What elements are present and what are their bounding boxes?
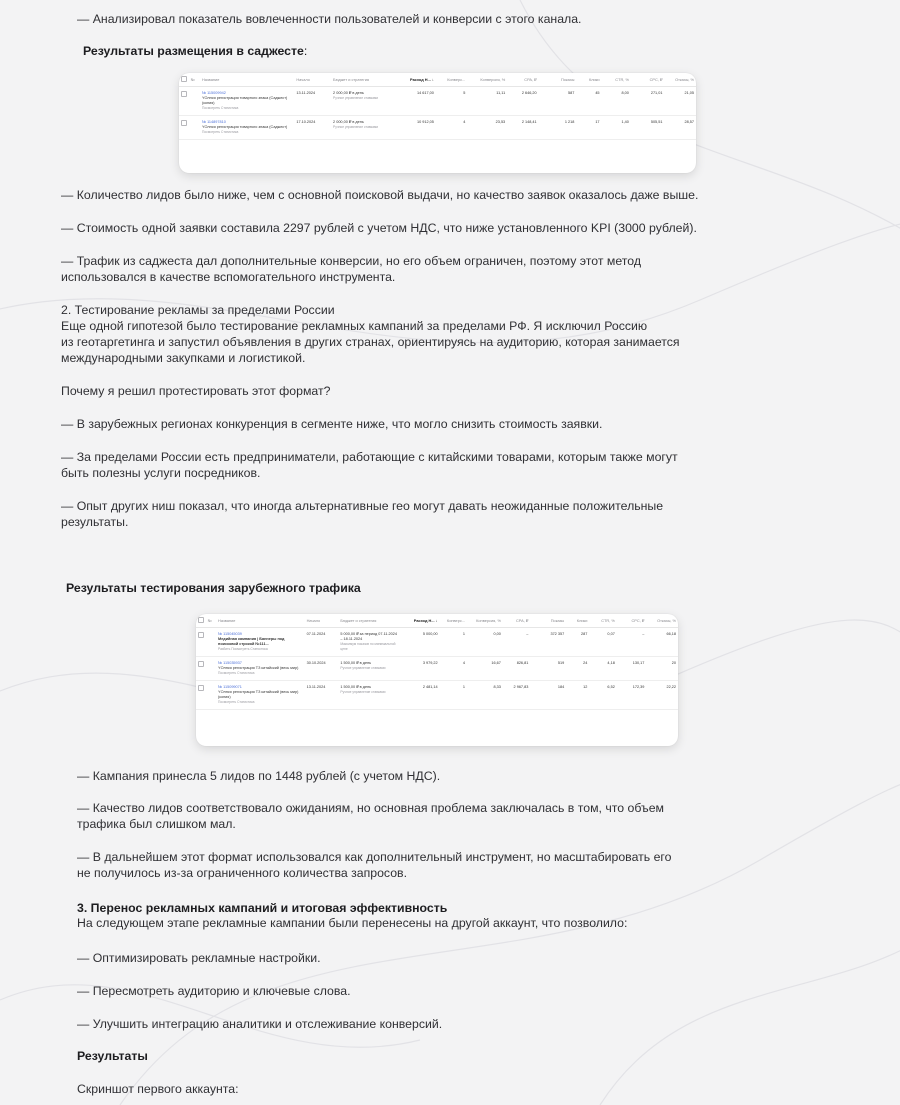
spend-cell: 5 000,00 <box>400 628 440 657</box>
row-type-cell <box>205 681 216 710</box>
table-header-row <box>179 73 696 87</box>
strategy-value: Ручное управление ставками <box>333 96 379 100</box>
foreign-point-3-cont: не получилось из-за ограниченного количества запросов. <box>77 866 407 880</box>
clicks-cell: 287 <box>566 628 589 657</box>
section-2-line-2: из геотаргетинга и запустил объявления в других странах, ориентируясь на аудиторию, которая занимается <box>61 335 680 349</box>
start-date-cell: 13.11.2024 <box>305 681 339 710</box>
cpc-cell: 130,17 <box>617 657 647 681</box>
budget-cell <box>331 116 394 140</box>
campaign-links[interactable]: Разбить Посмотреть Статистика <box>218 647 268 651</box>
table-row[interactable] <box>196 628 678 657</box>
table-header-cell[interactable]: CPC, ₽ <box>631 73 665 87</box>
select-all-checkbox[interactable] <box>181 76 187 82</box>
table-header-cell[interactable]: Конверсия, % <box>467 73 507 87</box>
conversions-cell: 1 <box>440 681 467 710</box>
section-2-title: 2. Тестирование рекламы за пределами России <box>61 303 335 317</box>
table-header-cell[interactable]: Отказы, % <box>664 73 696 87</box>
table-header-cell[interactable]: Начало <box>305 614 339 628</box>
budget-cell <box>331 87 394 116</box>
row-checkbox-cell[interactable] <box>196 657 205 681</box>
campaign-links[interactable]: Посмотреть Статистика <box>218 671 255 675</box>
foreign-point-3: — В дальнейшем этот формат использовался как дополнительный инструмент, но масштабировать его <box>77 850 672 864</box>
table-row[interactable] <box>196 657 678 681</box>
bounce-cell: 66,18 <box>646 628 678 657</box>
budget-value: 2 000,00 ₽ в день <box>333 91 364 95</box>
foreign-point-1: — Кампания принесла 5 лидов по 1448 рублей (с учетом НДС). <box>77 769 441 783</box>
row-checkbox-cell[interactable] <box>179 87 188 116</box>
row-type-cell <box>188 87 200 116</box>
reason-3-cont: результаты. <box>61 515 129 529</box>
row-checkbox-cell[interactable] <box>196 628 205 657</box>
cpc-cell: 271,01 <box>631 87 665 116</box>
results-heading: Результаты <box>77 1049 148 1063</box>
campaign-id-link[interactable]: № 115099071 <box>218 685 242 689</box>
table-row[interactable] <box>179 87 696 116</box>
campaign-name-cell <box>200 87 294 116</box>
table-row[interactable] <box>179 116 696 140</box>
strategy-value: Ручное управление ставками <box>340 690 386 694</box>
campaign-links[interactable]: Посмотреть Статистика <box>201 106 239 110</box>
table-header-cell[interactable]: Начало <box>294 73 331 87</box>
impressions-cell: 1 218 <box>539 116 577 140</box>
campaign-name[interactable]: Медийная кампания | Баннеры под поисковой строкой №111... <box>218 637 285 646</box>
clicks-cell: 12 <box>566 681 589 710</box>
conversion-rate-cell: 11,11 <box>467 87 507 116</box>
cpc-cell: – <box>617 628 647 657</box>
table-header-cell[interactable]: CPC, ₽ <box>617 614 647 628</box>
table-header-cell[interactable]: Бюджет и стратегия <box>331 73 394 87</box>
start-date-cell: 13.11.2024 <box>294 87 331 116</box>
table-header-cell[interactable]: Клики <box>566 614 589 628</box>
budget-value: 1 500,00 ₽ в день <box>340 661 372 665</box>
conversions-cell: 5 <box>436 87 467 116</box>
ctr-cell: 0,07 <box>589 628 616 657</box>
conversions-cell: 4 <box>440 657 467 681</box>
table-header-cell[interactable]: Отказы, % <box>646 614 678 628</box>
table-header-cell[interactable]: № <box>188 73 200 87</box>
clicks-cell: 17 <box>576 116 601 140</box>
budget-cell <box>338 681 399 710</box>
conversions-cell: 1 <box>440 628 467 657</box>
foreign-point-2: — Качество лидов соответствовало ожиданиям, но основная проблема заключалась в том, что объем <box>77 801 664 815</box>
campaign-name[interactable]: YОлнся регистрация ТЗ китайский (весь мир) (копия) <box>218 690 299 699</box>
campaign-id-link[interactable]: № 115045039 <box>218 632 242 636</box>
bounce-cell: 22,22 <box>646 681 678 710</box>
row-checkbox[interactable] <box>198 661 204 667</box>
foreign-point-2-cont: трафика был слишком мал. <box>77 817 236 831</box>
section-3-point-3: — Улучшить интеграцию аналитики и отслеживание конверсий. <box>77 1017 443 1031</box>
budget-cell <box>338 628 399 657</box>
cpa-cell: 2 967,83 <box>503 681 530 710</box>
suggest-point-3-cont: использовался в качестве вспомогательного инструмента. <box>61 270 396 284</box>
suggest-results-heading-colon: : <box>303 44 308 58</box>
row-checkbox-cell[interactable] <box>179 116 188 140</box>
suggest-point-2: — Стоимость одной заявки составила 2297 рублей с учетом НДС, что ниже установленного KPI (3000 рублей). <box>61 221 697 235</box>
budget-value: 2 000,00 ₽ в день <box>333 120 364 124</box>
suggest-point-3: — Трафик из саджеста дал дополнительные конверсии, но его объем ограничен, поэтому этот метод <box>61 254 642 268</box>
campaign-links[interactable]: Посмотреть Статистика <box>218 700 255 704</box>
cpa-cell: 2 148,41 <box>507 116 538 140</box>
select-all-checkbox[interactable] <box>198 617 204 623</box>
conversion-rate-cell: 23,53 <box>467 116 507 140</box>
strategy-value: Ручное управление ставками <box>333 125 379 129</box>
section-2-question: Почему я решил протестировать этот формат? <box>61 384 331 398</box>
impressions-cell: 184 <box>530 681 566 710</box>
clicks-cell: 24 <box>566 657 589 681</box>
start-date-cell: 07.11.2024 <box>305 628 339 657</box>
campaign-name[interactable]: YОлнся регистрация ТЗ китайский (весь мир) <box>218 666 299 670</box>
row-checkbox-cell[interactable] <box>196 681 205 710</box>
strategy-value: Ручное управление ставками <box>340 666 386 670</box>
screenshot-caption: Скриншот первого аккаунта: <box>77 1082 239 1096</box>
bounce-cell: 20 <box>646 657 678 681</box>
table-header-cell[interactable]: Название <box>216 614 305 628</box>
cpc-cell: 172,39 <box>617 681 647 710</box>
section-3-intro: На следующем этапе рекламные кампании были перенесены на другой аккаунт, что позволило: <box>77 916 628 930</box>
table-header-cell[interactable]: Расход Н... ↓ <box>400 614 440 628</box>
table-row[interactable] <box>196 681 678 710</box>
row-checkbox[interactable] <box>181 91 187 97</box>
row-checkbox[interactable] <box>181 120 187 126</box>
section-3-point-2: — Пересмотреть аудиторию и ключевые слова. <box>77 984 351 998</box>
table-header-cell[interactable]: CPA, ₽ <box>503 614 530 628</box>
ctr-cell: 8,00 <box>602 87 631 116</box>
section-2-line-1: Еще одной гипотезой было тестирование рекламных кампаний за пределами РФ. Я исключил Россию <box>61 319 648 333</box>
reason-3: — Опыт других ниш показал, что иногда альтернативные гео могут давать неожиданные положительные <box>61 499 664 513</box>
impressions-cell: 587 <box>539 87 577 116</box>
suggest-results-table <box>179 73 696 140</box>
row-checkbox[interactable] <box>198 632 204 638</box>
conversions-cell: 4 <box>436 116 467 140</box>
foreign-results-table-card <box>196 614 678 746</box>
cpa-cell: 2 646,20 <box>507 87 538 116</box>
table-header-cell[interactable]: Расход Н... ↓ <box>394 73 436 87</box>
clicks-cell: 45 <box>576 87 601 116</box>
ctr-cell: 6,52 <box>589 681 616 710</box>
campaign-id-link[interactable]: № 115035937 <box>218 661 242 665</box>
conversion-rate-cell: 16,67 <box>467 657 503 681</box>
table-header-cell[interactable]: CPA, ₽ <box>507 73 538 87</box>
budget-value: 5 000,00 ₽ за период 07.11.2024 – 18.11.2024 <box>340 632 398 641</box>
table-header-cell[interactable]: CTR, % <box>602 73 631 87</box>
table-header-cell[interactable]: Показы <box>530 614 566 628</box>
reason-1: — В зарубежных регионах конкуренция в сегменте ниже, что могло снизить стоимость заявки. <box>61 417 603 431</box>
reason-2: — За пределами России есть предприниматели, работающие с китайскими товарами, которым также могут <box>61 450 678 464</box>
reason-2-cont: быть полезны услуги посредников. <box>61 466 261 480</box>
table-header-cell[interactable]: Название <box>200 73 294 87</box>
table-header-cell[interactable]: Клики <box>576 73 601 87</box>
cpa-cell: 826,81 <box>503 657 530 681</box>
table-header-cell[interactable]: Конверсия, % <box>467 614 503 628</box>
row-checkbox[interactable] <box>198 685 204 691</box>
strategy-value: Максимум показов по минимальной цене <box>340 642 396 651</box>
campaign-name-cell <box>200 116 294 140</box>
table-header-cell[interactable]: Бюджет и стратегия <box>338 614 399 628</box>
row-type-cell <box>188 116 200 140</box>
campaign-name-cell <box>216 628 305 657</box>
table-header-cell[interactable]: CTR, % <box>589 614 616 628</box>
spend-cell: 14 617,00 <box>394 87 436 116</box>
conversion-rate-cell: 0,00 <box>467 628 503 657</box>
suggest-results-heading-text: Результаты размещения в саджесте <box>83 44 304 58</box>
table-header-cell[interactable]: № <box>205 614 216 628</box>
budget-value: 1 500,00 ₽ в день <box>340 685 372 689</box>
campaign-id-link[interactable]: № 115009942 <box>201 91 226 95</box>
campaign-name[interactable]: YОлнся регистрация товарного знака (Саджест) (копия) <box>201 96 288 105</box>
row-type-cell <box>205 657 216 681</box>
row-type-cell <box>205 628 216 657</box>
section-3-point-1: — Оптимизировать рекламные настройки. <box>77 951 321 965</box>
start-date-cell: 30.10.2024 <box>305 657 339 681</box>
start-date-cell: 17.10.2024 <box>294 116 331 140</box>
ctr-cell: 4,18 <box>589 657 616 681</box>
foreign-results-heading: Результаты тестирования зарубежного трафика <box>66 581 361 595</box>
table-header-cell[interactable]: Конверс... <box>436 73 467 87</box>
bounce-cell: 21,05 <box>664 87 696 116</box>
cpc-cell: 505,51 <box>631 116 665 140</box>
spend-cell: 10 912,05 <box>394 116 436 140</box>
table-header-row <box>196 614 678 628</box>
campaign-name-cell <box>216 681 305 710</box>
spend-cell: 2 481,14 <box>400 681 440 710</box>
suggest-results-heading <box>83 43 307 59</box>
campaign-id-link[interactable]: № 114897810 <box>201 120 226 124</box>
spend-cell: 3 979,22 <box>400 657 440 681</box>
ctr-cell: 1,40 <box>602 116 631 140</box>
cpa-cell: – <box>503 628 530 657</box>
section-2-line-3: международными закупками и логистикой. <box>61 351 306 365</box>
intro-line: — Анализировал показатель вовлеченности пользователей и конверсии с этого канала. <box>77 12 582 26</box>
section-3-title: 3. Перенос рекламных кампаний и итоговая эффективность <box>77 901 448 915</box>
suggest-point-1: — Количество лидов было ниже, чем с основной поисковой выдачи, но качество заявок оказалось даже выше. <box>61 188 699 202</box>
budget-cell <box>338 657 399 681</box>
table-header-cell[interactable]: Конверс... <box>440 614 467 628</box>
foreign-results-table <box>196 614 678 710</box>
campaign-name[interactable]: YОлнся регистрация товарного знака (Саджест) <box>201 125 288 129</box>
bounce-cell: 28,57 <box>664 116 696 140</box>
impressions-cell: 519 <box>530 657 566 681</box>
campaign-links[interactable]: Посмотреть Статистика <box>201 130 239 134</box>
impressions-cell: 372 357 <box>530 628 566 657</box>
table-header-cell[interactable]: Показы <box>539 73 577 87</box>
conversion-rate-cell: 8,33 <box>467 681 503 710</box>
campaign-name-cell <box>216 657 305 681</box>
suggest-results-table-card <box>179 73 696 173</box>
